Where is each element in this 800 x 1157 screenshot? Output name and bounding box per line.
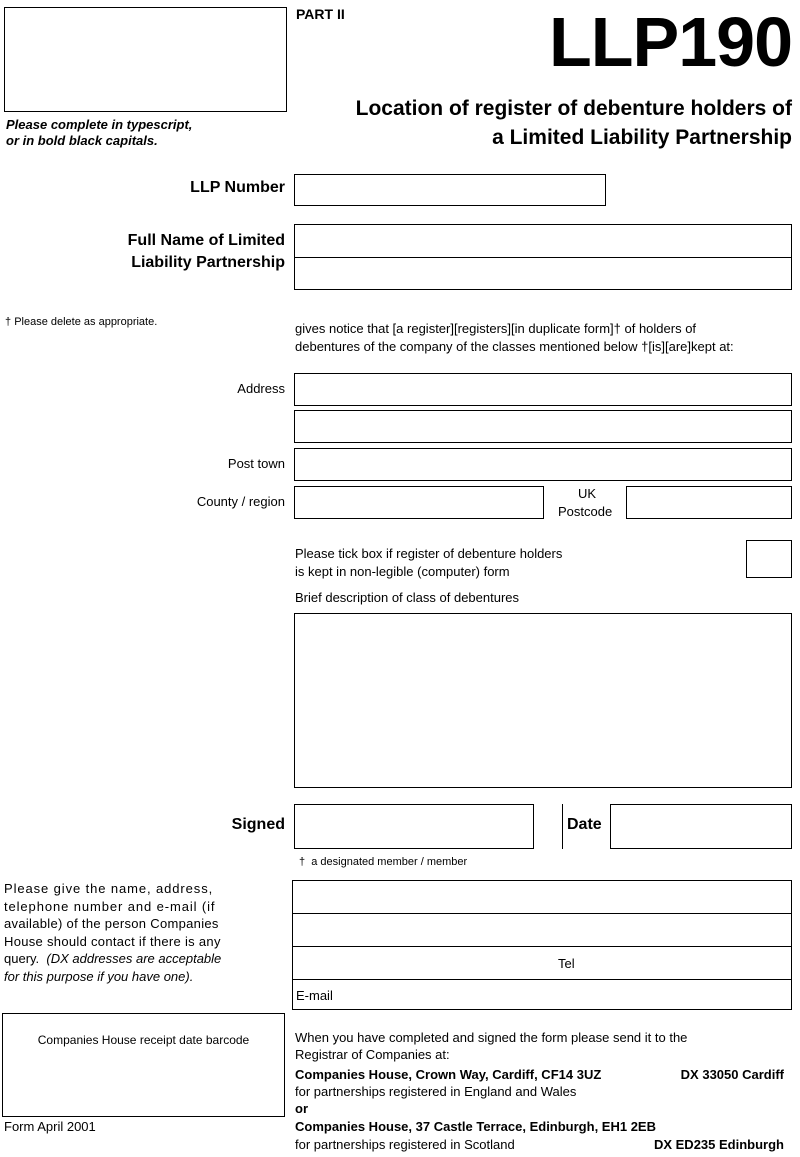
- contact-line-2: telephone number and e-mail (if: [4, 898, 216, 914]
- send-line-2: Registrar of Companies at:: [295, 1047, 450, 1062]
- contact-line-4: House should contact if there is any: [4, 933, 221, 949]
- designated-note: [299, 856, 467, 868]
- county-field[interactable]: [294, 486, 544, 519]
- contact-dx-note: (DX addresses are acceptable: [46, 951, 222, 966]
- form-date: Form April 2001: [4, 1119, 96, 1134]
- brief-description-label: Brief description of class of debentures: [295, 590, 520, 605]
- post-town-field[interactable]: [294, 448, 792, 481]
- llp-number-field[interactable]: [294, 174, 606, 206]
- cardiff-address: Companies House, Crown Way, Cardiff, CF14 3UZ: [295, 1067, 602, 1082]
- email-label: E-mail: [296, 988, 333, 1003]
- post-town-label: Post town: [227, 456, 285, 471]
- contact-line-1: Please give the name, address,: [4, 881, 214, 896]
- barcode-box: [2, 1013, 285, 1117]
- page-title-line-2: a Limited Liability Partnership: [492, 126, 792, 149]
- instruction-line-2: or in bold black capitals.: [6, 133, 158, 148]
- postcode-label: Postcode: [558, 504, 613, 519]
- date-label: Date: [567, 816, 602, 833]
- contact-line-divider-3: [292, 979, 792, 980]
- delete-note: [5, 316, 157, 328]
- dagger-mark: †: [5, 316, 12, 328]
- address-field-2[interactable]: [294, 410, 792, 443]
- tick-line-1: Please tick box if register of debenture holders: [295, 546, 563, 561]
- contact-line-3: available) of the person Companies: [4, 916, 219, 931]
- signature-field[interactable]: [294, 804, 534, 849]
- contact-query: query.: [4, 951, 40, 966]
- contact-details-field[interactable]: [292, 880, 792, 1010]
- send-line-1: When you have completed and signed the form please send it to the: [295, 1030, 688, 1045]
- llp-number-label: LLP Number: [190, 179, 285, 196]
- uk-label: UK: [578, 486, 597, 501]
- edinburgh-address: Companies House, 37 Castle Terrace, Edinburgh, EH1 2EB: [295, 1119, 656, 1134]
- notice-line-1: gives notice that [a register][registers][in duplicate form]† of holders of: [295, 321, 697, 336]
- contact-line-6: for this purpose if you have one).: [4, 968, 194, 984]
- date-divider: [562, 804, 563, 849]
- full-name-divider: [294, 257, 792, 258]
- dagger-mark-2: †: [299, 856, 306, 868]
- part-label: PART II: [296, 6, 345, 22]
- contact-line-divider-1: [292, 913, 792, 914]
- cardiff-dx: DX 33050 Cardiff: [680, 1067, 784, 1082]
- postcode-field[interactable]: [626, 486, 792, 519]
- or-label: or: [295, 1101, 308, 1116]
- delete-note-text: Please delete as appropriate.: [14, 316, 158, 328]
- edinburgh-dx: DX ED235 Edinburgh: [653, 1137, 784, 1152]
- notice-line-2: debentures of the company of the classes mentioned below †[is][are]kept at:: [295, 339, 734, 354]
- form-code: LLP190: [549, 3, 792, 81]
- presenter-box[interactable]: [4, 7, 287, 112]
- debenture-description-field[interactable]: [294, 613, 792, 788]
- contact-line-divider-2: [292, 946, 792, 947]
- tel-label: Tel: [558, 956, 575, 971]
- designated-text: a designated member / member: [311, 856, 468, 868]
- full-name-label-line-1: Full Name of Limited: [127, 232, 285, 249]
- address-label: Address: [237, 381, 285, 396]
- england-note: for partnerships registered in England and Wales: [295, 1084, 577, 1099]
- full-name-label-line-2: Liability Partnership: [131, 254, 285, 271]
- date-field[interactable]: [610, 804, 792, 849]
- scotland-note: for partnerships registered in Scotland: [295, 1137, 515, 1152]
- signed-label: Signed: [231, 816, 285, 833]
- non-legible-checkbox[interactable]: [746, 540, 792, 578]
- page-title-line-1: Location of register of debenture holders of: [355, 97, 792, 120]
- county-label: County / region: [196, 494, 285, 509]
- address-field-1[interactable]: [294, 373, 792, 406]
- contact-instructions: [4, 880, 254, 985]
- barcode-label: Companies House receipt date barcode: [37, 1033, 250, 1047]
- contact-line-5: [4, 950, 254, 968]
- tick-line-2: is kept in non-legible (computer) form: [295, 564, 510, 579]
- instruction-line-1: Please complete in typescript,: [6, 117, 193, 132]
